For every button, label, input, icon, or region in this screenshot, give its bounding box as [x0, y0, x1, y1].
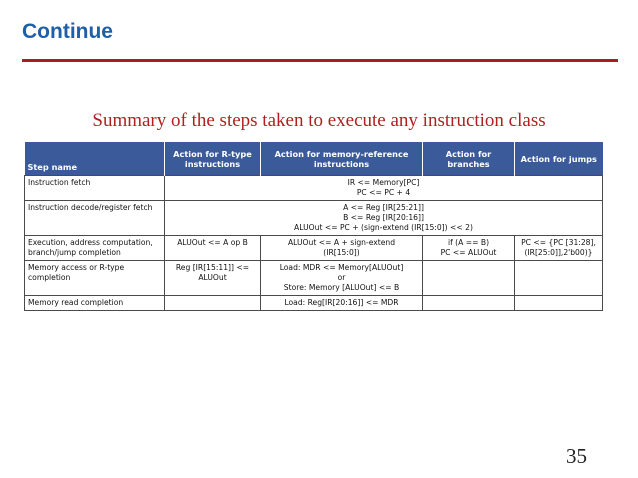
table-header-row — [25, 142, 603, 176]
action-line: PC <= PC + 4 — [356, 188, 411, 197]
step-name-cell: Instruction fetch — [25, 176, 165, 201]
memref-action-cell — [261, 261, 423, 296]
memref-action-cell — [261, 236, 423, 261]
action-line: or — [337, 273, 346, 282]
header-branches: Action for branches — [423, 142, 515, 176]
step-name-line: Memory access or R-type — [28, 263, 125, 272]
step-name-line: branch/jump completion — [28, 248, 121, 257]
jump-action-cell — [515, 296, 603, 311]
steps-table — [24, 142, 603, 311]
action-line: ALUOut <= PC + (sign-extend (IR[15:0]) << 2) — [294, 223, 473, 232]
action-line: Store: Memory [ALUOut] <= B — [283, 283, 400, 292]
step-name-line: completion — [28, 273, 71, 282]
slide-title: Continue — [22, 20, 113, 43]
action-line: if (A == B) — [447, 238, 490, 247]
merged-action-cell — [165, 201, 603, 236]
step-name-cell — [25, 261, 165, 296]
action-line: (IR[15:0]) — [323, 248, 360, 257]
jump-action-cell — [515, 236, 603, 261]
table-row — [25, 236, 603, 261]
action-line: Load: MDR <= Memory[ALUOut] — [279, 263, 404, 272]
header-step-name: Step name — [25, 142, 165, 176]
step-name-cell — [25, 236, 165, 261]
step-name-cell: Memory read completion — [25, 296, 165, 311]
action-line: PC <= ALUOut — [440, 248, 497, 257]
header-memory-reference: Action for memory-reference instructions — [261, 142, 423, 176]
r-type-action-cell — [165, 296, 261, 311]
header-jumps: Action for jumps — [515, 142, 603, 176]
page-number: 35 — [566, 444, 587, 468]
table-row — [25, 296, 603, 311]
step-name-line: Execution, address computation, — [28, 238, 153, 247]
jump-action-cell — [515, 261, 603, 296]
slide-subtitle: Summary of the steps taken to execute any instruction class — [92, 110, 546, 131]
action-line: ALUOut <= A + sign-extend — [287, 238, 396, 247]
branch-action-cell — [423, 296, 515, 311]
step-name-cell: Instruction decode/register fetch — [25, 201, 165, 236]
merged-action-cell — [165, 176, 603, 201]
table-row — [25, 201, 603, 236]
action-line: ALUOut <= A op B — [177, 238, 248, 247]
r-type-action-cell — [165, 236, 261, 261]
action-line: PC <= {PC [31:28], — [521, 238, 596, 247]
action-line: IR <= Memory[PC] — [347, 178, 420, 187]
action-line: (IR[25:0]],2'b00)} — [524, 248, 593, 257]
action-line: Reg [IR[15:11]] <= — [175, 263, 250, 272]
title-divider — [22, 59, 618, 62]
header-r-type: Action for R-type instructions — [165, 142, 261, 176]
memref-action-cell: Load: Reg[IR[20:16]] <= MDR — [261, 296, 423, 311]
table-row — [25, 261, 603, 296]
r-type-action-cell — [165, 261, 261, 296]
branch-action-cell — [423, 236, 515, 261]
action-line: A <= Reg [IR[25:21]] — [343, 203, 424, 212]
table-row — [25, 176, 603, 201]
steps-table-container — [24, 142, 602, 311]
action-line: B <= Reg [IR[20:16]] — [343, 213, 424, 222]
branch-action-cell — [423, 261, 515, 296]
action-line: ALUOut — [198, 273, 227, 282]
